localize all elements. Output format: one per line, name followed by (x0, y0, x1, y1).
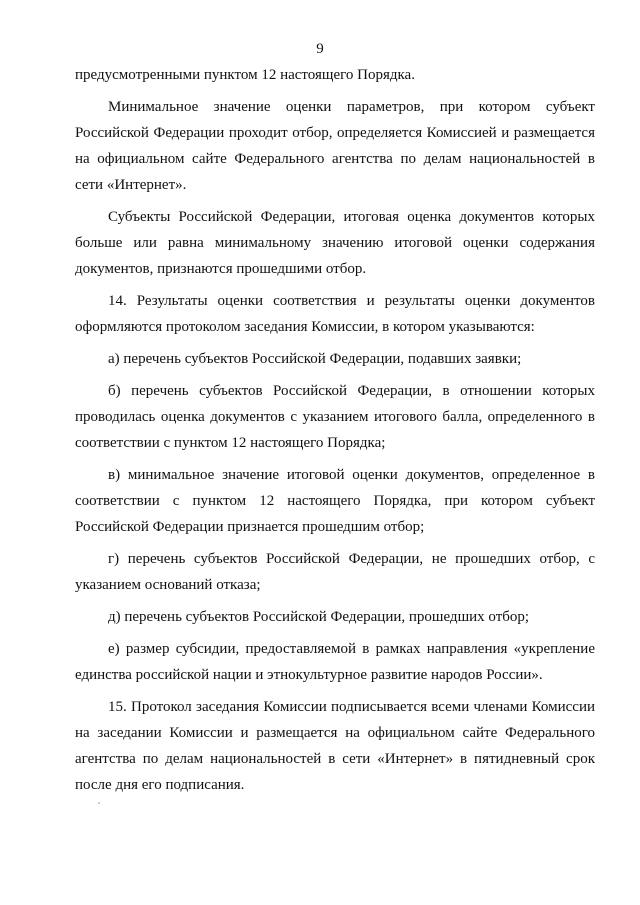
paragraph-continuation: предусмотренными пунктом 12 настоящего Порядка. (75, 67, 415, 83)
paragraph-passed-subjects: Субъекты Российской Федерации, итоговая оценка документов которых больше или равна минимальному значению итоговой оценки содержания документов, признаются прошедшими отбор. (75, 209, 595, 277)
page-number: 9 (316, 41, 324, 57)
list-item-d: д) перечень субъектов Российской Федерации, прошедших отбор; (108, 609, 530, 625)
list-item-e: е) размер субсидии, предоставляемой в рамках направления «укрепление единства российской нации и этнокультурное развитие народов России». (75, 641, 595, 683)
scan-speck (98, 802, 100, 804)
paragraph-item-14: 14. Результаты оценки соответствия и результаты оценки документов оформляются протоколом заседания Комиссии, в котором указываются: (75, 293, 595, 335)
document-body (75, 62, 595, 798)
paragraph-item-15: 15. Протокол заседания Комиссии подписывается всеми членами Комиссии на заседании Комиссии и размещается на официальном сайте Федерального агентства по делам национальностей в сети «Интернет» в пятидневный срок после дня его подписания. (75, 699, 595, 793)
list-item-a: а) перечень субъектов Российской Федерации, подавших заявки; (108, 351, 522, 367)
list-item-g: г) перечень субъектов Российской Федерации, не прошедших отбор, с указанием оснований отказа; (75, 551, 595, 593)
list-item-b: б) перечень субъектов Российской Федерации, в отношении которых проводилась оценка документов с указанием итогового балла, определенного в соответствии с пунктом 12 настоящего Порядка; (75, 383, 595, 451)
list-item-v: в) минимальное значение итоговой оценки документов, определенное в соответствии с пунктом 12 настоящего Порядка, при котором субъект Российской Федерации признается прошедшим отбор; (75, 467, 595, 535)
paragraph-minimum-value: Минимальное значение оценки параметров, при котором субъект Российской Федерации проходит отбор, определяется Комиссией и размещается на официальном сайте Федерального агентства по делам национальностей в сети «Интернет». (75, 99, 595, 193)
